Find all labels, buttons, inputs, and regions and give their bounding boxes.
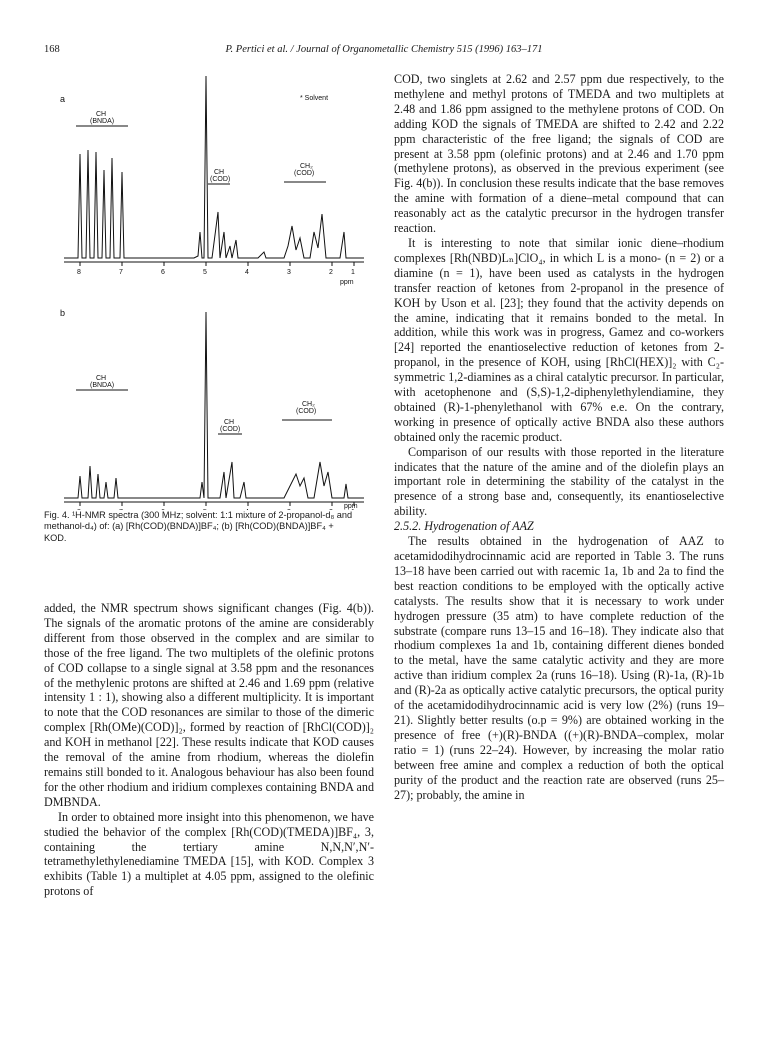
unit-b: ppm — [344, 503, 358, 510]
spectrum-b-trace — [64, 312, 364, 498]
annot-a-chcod-2: (COD) — [210, 176, 231, 183]
tick-a-1: 7 — [119, 269, 123, 276]
running-title: P. Pertici et al. / Journal of Organometallic Chemistry 515 (1996) 163–171 — [225, 44, 543, 55]
tick-a-5: 3 — [287, 269, 291, 276]
annot-b-chnbda-2: (BNDA) — [90, 382, 115, 389]
spectrum-a-ticks — [80, 262, 354, 266]
tick-a-6: 2 — [329, 269, 333, 276]
annot-a-chcod-1: CH — [214, 169, 225, 176]
running-header — [44, 44, 724, 58]
left-paragraph-2: In order to obtained more insight into this phenomenon, we have studied the behavior of the complex [Rh(COD)(TMEDA)]BF₄, 3, containing the tertiary amine N,N,N′,N′-tetramethylethylenediamine TMEDA [15], with KOD. Complex 3 exhibits (Table 1) a multiplet at 4.05 ppm, assigned to the olefinic protons of — [44, 809, 374, 899]
figure-caption: Fig. 4. ¹H-NMR spectra (300 MHz; solvent: 1:1 mixture of 2-propanol-d₈ and methanol-d₄) of: (a) [Rh(COD)(BNDA)]BF₄; (b) [Rh(COD)(BNDA)]BF₄ + KOD. — [44, 510, 353, 543]
right-paragraph-4: The results obtained in the hydrogenation of AAZ to acetamidodihydrocinnamic acid are reported in Table 3. The runs 13–18 have been carried out with racemic 1a, 1b and 2a to find the best reaction conditions to be employed with the optically active catalysts. The results show that it is necessary to work under hydrogen pressure (35 atm) to have complete reduction of the substrate (compare runs 13–15 and 16–18). They indicate also that rhodium complexes 1a and 1b, containing different dienes bonded to the metal, have the same catalytic activity and they are more active than iridium complex 2a (runs 16–18). Using (R)-1a, (R)-1b and (R)-2a as optically active catalytic precursors, the optical purity of the acetamidodihydrocinnamic acid is very low (2%) (runs 19–21). Slightly better results (o.p = 9%) are obtained working in the presence of free (+)(R)-BNDA ((+)(R)-BNDA–complex, molar ratio = 1) (runs 22–24). However, by increasing the molar ratio between free amine and complex a reduction of both the optical purity of the product and the reaction rate are observed (runs 25–27); probably, the amine in — [394, 534, 724, 802]
panel-b-label: b — [60, 308, 66, 318]
panel-a-label: a — [60, 94, 66, 104]
annot-b-ch2cod-1: CH₂ — [302, 401, 315, 408]
annot-a-chnbda-2: (BNDA) — [90, 118, 115, 125]
spectrum-b-ticks — [80, 502, 354, 506]
right-paragraph-3: Comparison of our results with those reported in the literature indicates that the nature of the amine and of the diolefin plays an important role in determining the stability of the catalyst in the presence of a strong base and, consequently, its enantioselective ability. — [394, 444, 724, 519]
annot-b-ch2cod-2: (COD) — [296, 408, 317, 415]
annot-a-ch2cod-2: (COD) — [294, 170, 315, 177]
right-paragraph-1: COD, two singlets at 2.62 and 2.57 ppm due respectively, to the methylene and methyl protons of TMEDA and two multiplets at 2.48 and 1.86 ppm assigned to the methylene protons of COD. On adding KOD the signals of TMEDA are shifted to 2.42 and 2.22 ppm characteristic of the free ligand; the signals of COD are present at 3.58 ppm (olefinic protons) and at 2.46 and 1.70 ppm (methylene protons), as observed in the previous experiment (see Fig. 4(b)). In conclusion these results indicate that the base removes the amine with formation of a diene–metal compound that can reasonably act as the catalytic precursor in the hydrogen transfer reaction. — [394, 72, 724, 236]
page-number: 168 — [44, 44, 60, 55]
annot-b-chnbda-1: CH — [96, 375, 107, 382]
tick-a-4: 4 — [245, 269, 249, 276]
solvent-note: * Solvent — [300, 95, 329, 102]
nmr-spectra-svg — [44, 62, 374, 510]
spectrum-a-trace — [64, 76, 364, 258]
annot-a-ch2cod-1: CH₂ — [300, 163, 313, 170]
unit-a: ppm — [340, 279, 354, 286]
tick-a-7: 1 — [351, 269, 355, 276]
tick-a-3: 5 — [203, 269, 207, 276]
left-paragraph-1: added, the NMR spectrum shows significant changes (Fig. 4(b)). The signals of the aromatic protons of the amine are considerably different from those observed in the complex and are similar to those of the free ligand. The two multiplets of the olefinic protons of COD collapse to a single signal at 3.58 ppm and the resonances of the methylenic protons are shifted at 2.46 and 1.69 ppm (relative intensity 1 : 1), showing also a different multiplicity. It is important to note that the COD resonances are similar to those of the dimeric complex [Rh(OMe)(COD)]₂, formed by reaction of [RhCl(COD)]₂ and KOH in methanol [22]. These results indicate that KOD causes the removal of the amine from rhodium, whereas the diolefin remains still bonded to it. Analogous behaviour has also been found for the other rhodium and iridium complexes containing BNDA and DMBNDA. — [44, 601, 374, 809]
annot-a-chnbda-1: CH — [96, 111, 107, 118]
tick-a-0: 8 — [77, 269, 81, 276]
annot-b-chcod-2: (COD) — [220, 426, 241, 433]
section-heading: 2.5.2. Hydrogenation of AAZ — [394, 519, 534, 534]
right-column — [394, 72, 724, 802]
annot-b-chcod-1: CH — [224, 419, 235, 426]
nmr-figure — [44, 62, 374, 530]
tick-a-2: 6 — [161, 269, 165, 276]
left-column — [44, 601, 374, 899]
right-paragraph-2: It is interesting to note that similar ionic diene–rhodium complexes [Rh(NBD)Lₙ]ClO₄, in which L is a mono- (n = 2) or a diamine (n = 1), have been used as catalysts in the hydrogen transfer reaction of ketones from 2-propanol in the presence of KOH by Uson et al. [23]; they found that the activity depends on the amine, indicating that it remains bonded to the metal. In addition, while this work was in progress, Gamez and co-workers [24] reported the enantioselective reduction of ketones from 2-propanol, in the presence of KOH, using [RhCl(HEX)]₂ with C₂-symmetric 1,2-diamines as a chiral catalytic precursor. In particular, with acetophenone and (S,S)-1,2-diphenylethylendiamine, they obtained (R)-1-phenylethanol with 67% e.e. On the contrary, working in presence of optically active BNDA also these authors obtained only the racemic product. — [394, 235, 724, 444]
